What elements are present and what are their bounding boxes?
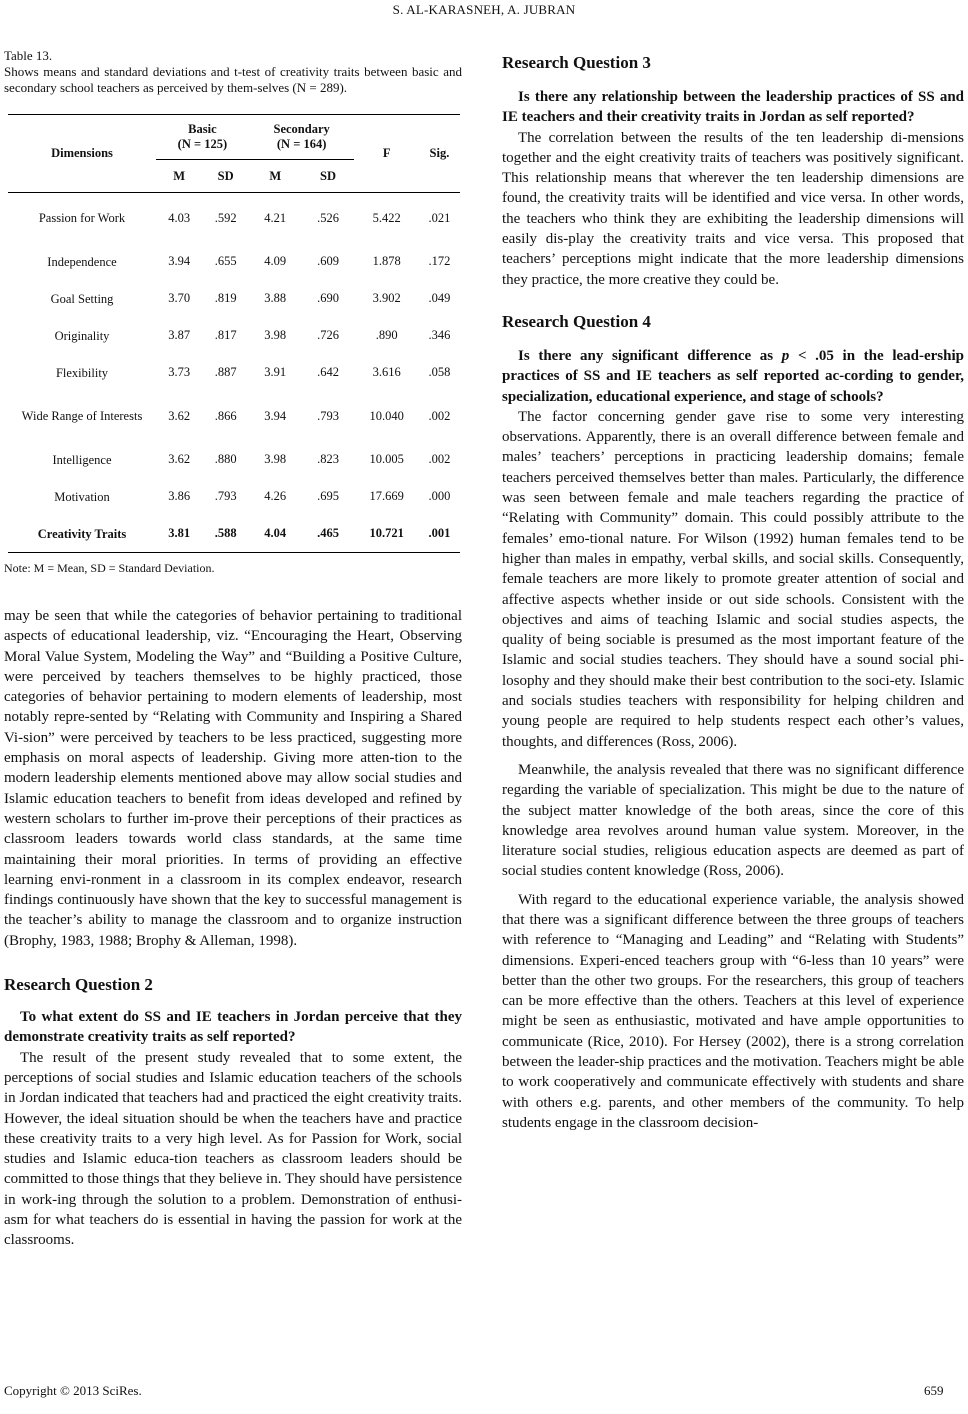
cell-basic-sd: .819 xyxy=(214,291,237,305)
body-paragraph: Meanwhile, the analysis revealed that there was no significant difference regarding the variable of specialization. This might be due to the nature of the subject matter knowledge of the both areas, since the core of this knowledge area revolves around human value system. Moreover, in the literature social studies, religious education aspects are deemed as part of social studies content knowledge (Ross, 2006). xyxy=(502,761,964,880)
header-sig: Sig. xyxy=(419,115,460,193)
cell-sig: .001 xyxy=(419,515,460,553)
header-f: F xyxy=(354,115,419,193)
left-column xyxy=(4,48,462,1251)
header-secondary-label: Secondary xyxy=(273,122,330,136)
header-secondary-sd: SD xyxy=(302,160,355,193)
cell-dimension: Flexibility xyxy=(55,365,109,380)
cell-f: 3.616 xyxy=(372,365,401,379)
cell-f: 10.721 xyxy=(354,515,419,553)
section-heading-rq2: Research Question 2 xyxy=(4,975,153,995)
header-basic-label: Basic xyxy=(188,122,217,136)
cell-sig: .058 xyxy=(428,365,451,379)
cell-dimension: Originality xyxy=(54,328,110,343)
cell-sig: .049 xyxy=(428,291,451,305)
footer-page-number: 659 xyxy=(924,1383,944,1398)
body-paragraph: The result of the present study revealed that to some extent, the perceptions of social studies and Islamic education teachers of the schools in Jordan indicated that teachers had and practiced the eight creativity traits. However, the ideal situation should be when the teachers have and practice these creativity traits to a very high level. As for Passion for Work, social studies and Islamic educa-tion teachers as classroom leaders should be committed to those things that they believe in. They should have persistence in work-ing through the solution to a problem. Demonstration of enthusi-asm for what teachers do is essential in having the passion for work at the classrooms. xyxy=(4,1049,462,1249)
cell-f: 10.005 xyxy=(369,452,404,466)
cell-f: 1.878 xyxy=(372,254,401,268)
cell-sig: .172 xyxy=(428,254,451,268)
table-row xyxy=(8,243,460,280)
cell-sig: .000 xyxy=(428,489,451,503)
cell-basic-m: 3.62 xyxy=(168,408,191,423)
header-basic-sd: SD xyxy=(202,160,248,193)
table-note: Note: M = Mean, SD = Standard Deviation. xyxy=(4,561,215,575)
cell-secondary-m: 4.09 xyxy=(264,254,287,268)
cell-secondary-sd: .695 xyxy=(317,489,339,503)
cell-secondary-m: 3.98 xyxy=(264,328,287,342)
table-row xyxy=(8,280,460,317)
cell-basic-sd: .866 xyxy=(214,408,237,423)
section-heading-rq3: Research Question 3 xyxy=(502,53,651,72)
body-paragraph: may be seen that while the categories of behavior pertaining to traditional aspects of educational leadership, viz. “Encouraging the Heart, Observing Moral Value System, Modeling the Way” and “Building a Positive Culture, were perceived by teachers themselves to be highly practiced, those categories of behavior pertaining to modern elements of leadership, most notably repre-sented by “Relating with Community and Inspiring a Shared Vi-sion” were perceived by teachers to be less practiced, suggesting more emphasis on moral aspects of leadership. Giving more atten-tion to the modern leadership elements mentioned above may allow social studies and Islamic education teachers to benefit from ideas developed and refined by western scholars to further im-prove their perceptions of their practices as classroom leaders towards world class standards, at the same time maintaining their moral priorities. In terms of providing an effective learning envi-ronment in a classroom in its complex endeavor, research findings continuously have shown that the key to successful management is the teacher’s ability to manage the classroom and to organize instruction (Brophy, 1983, 1988; Brophy & Alleman, 1998). xyxy=(4,608,462,949)
header-basic xyxy=(156,115,249,160)
section-heading-rq4: Research Question 4 xyxy=(502,311,651,331)
header-basic-m: M xyxy=(156,160,202,193)
cell-basic-sd: .592 xyxy=(214,210,237,225)
cell-basic-sd: .817 xyxy=(214,328,237,342)
rq4-question-part-b: < .05 in the lead-ership practices of SS and IE teachers as self reported ac-cording to gender, specialization, educational experience, and stage of schools? xyxy=(502,347,964,405)
cell-secondary-sd: .526 xyxy=(317,210,339,225)
table-label: Table 13. xyxy=(4,48,53,63)
cell-secondary-sd: .726 xyxy=(317,328,339,342)
cell-basic-m: 3.62 xyxy=(168,452,191,466)
footer-copyright: Copyright © 2013 SciRes. xyxy=(4,1383,142,1398)
cell-basic-sd: .887 xyxy=(214,365,237,379)
research-question-4 xyxy=(502,346,964,407)
body-paragraph: The correlation between the results of the ten leadership di-mensions together and the eight creativity traits of teachers was positively significant. This relationship means that wherever the ten leadership dimensions are found, the creativity traits will be identified and vice versa. In other words, the teachers who think they are exhibiting the leadership dimensions will easily dis-play the creativity traits and vice versa. This proposed that teachers’ perceptions might indicate that the more leadership dimensions they practice, the more creative they could be. xyxy=(502,129,964,288)
creativity-traits-table xyxy=(8,114,460,553)
body-paragraph: The factor concerning gender gave rise to some very interesting observations. Apparently, there is an overall difference between female and males’ teachers’ perceptions in practicing leadership domains; female teachers perceived themselves better than males. Particularly, the difference was seen between female and male teachers regarding the practice of “Relating with Community” domain. This could possibly attribute to the females’ emo-tional nature. For Wilson (1992) human females tend to be higher than males in empathy, verbal skills, and social skills. Consequently, female teachers are more likely to promote greater attention of social and affective aspects whether inside or out side schools. Consistent with the objectives and aims of teaching Islamic and social studies aspects, the quality of being sociable is presumed as the most important feature of the Islamic and social studies teachers. They should have a sound social phi-losophy and they should make their best contribution to the soci-ety. Islamic and socials studies teachers with responsibility for helping children and young people are required to help students respect each other’s values, thoughts, and differences (Ross, 2006). xyxy=(502,408,964,750)
header-dimensions: Dimensions xyxy=(8,115,156,193)
cell-secondary-m: 4.04 xyxy=(249,515,302,553)
cell-basic-m: 3.94 xyxy=(168,254,191,268)
cell-basic-sd: .588 xyxy=(202,515,248,553)
cell-secondary-sd: .642 xyxy=(317,365,339,379)
cell-secondary-m: 3.88 xyxy=(264,291,287,305)
running-head: S. AL-KARASNEH, A. JUBRAN xyxy=(392,2,576,17)
table-row xyxy=(8,317,460,354)
header-basic-n: (N = 125) xyxy=(177,137,228,151)
cell-basic-m: 4.03 xyxy=(168,210,191,225)
body-paragraph: With regard to the educational experience variable, the analysis showed that there was a significant difference between the three groups of teachers with reference to “Managing and Leading” and “Relating with Students” dimensions. Experi-enced teachers group with “6-less than 10 years” were better than the other two groups. For the researchers, this group of teachers can be more effective than the others. Teachers at this level of experience might be seen as enthusiastic, motivated and have ample opportunities to communicate (Rice, 2010). For Hersey (2002), there is a strong correlation between the leader-ship practices and the motivation. Teachers might be able to work cooperatively and communicate effectively with students and share with others e.g. parents, and other members of the community. To help students engage in the classroom decision- xyxy=(502,891,964,1131)
research-question-3: Is there any relationship between the leadership practices of SS and IE teachers and their creativity traits in Jordan as self reported? xyxy=(502,89,964,126)
cell-sig: .002 xyxy=(428,452,451,466)
cell-basic-sd: .880 xyxy=(214,452,237,466)
table-row xyxy=(8,193,460,244)
header-secondary-n: (N = 164) xyxy=(276,137,327,151)
cell-f: 3.902 xyxy=(372,291,401,305)
cell-dimension: Creativity Traits xyxy=(8,515,156,553)
cell-secondary-m: 3.94 xyxy=(264,408,287,423)
cell-f: 10.040 xyxy=(369,408,404,423)
table-caption-block xyxy=(4,48,462,96)
cell-basic-m: 3.70 xyxy=(168,291,191,305)
table-row xyxy=(8,354,460,391)
cell-f: 5.422 xyxy=(372,210,401,225)
table-row xyxy=(8,391,460,441)
cell-dimension: Passion for Work xyxy=(38,211,126,225)
rq4-question-part-a: Is there any significant difference as xyxy=(518,347,782,364)
table-row xyxy=(8,478,460,515)
header-secondary xyxy=(249,115,355,160)
cell-secondary-sd: .823 xyxy=(317,452,339,466)
header-secondary-m: M xyxy=(249,160,302,193)
cell-basic-m: 3.87 xyxy=(168,328,191,342)
cell-sig: .002 xyxy=(428,408,451,423)
right-column xyxy=(502,48,964,1133)
cell-basic-m: 3.73 xyxy=(168,365,191,379)
cell-basic-m: 3.81 xyxy=(156,515,202,553)
cell-secondary-m: 4.21 xyxy=(264,210,287,225)
cell-secondary-m: 4.26 xyxy=(264,489,287,503)
cell-basic-sd: .655 xyxy=(214,254,237,268)
cell-secondary-sd: .793 xyxy=(317,408,339,423)
cell-dimension: Intelligence xyxy=(52,452,112,467)
cell-dimension: Goal Setting xyxy=(50,291,114,306)
cell-secondary-m: 3.98 xyxy=(264,452,287,466)
cell-dimension: Motivation xyxy=(54,489,110,504)
cell-basic-sd: .793 xyxy=(214,489,237,503)
cell-secondary-sd: .609 xyxy=(317,254,339,268)
cell-dimension: Wide Range of Interests xyxy=(21,409,143,423)
rq4-question-p: p xyxy=(781,347,790,364)
table-row xyxy=(8,441,460,478)
cell-dimension: Independence xyxy=(47,254,117,269)
cell-f: .890 xyxy=(375,328,398,342)
cell-sig: .346 xyxy=(428,328,451,342)
cell-secondary-sd: .690 xyxy=(317,291,339,305)
table-row-total xyxy=(8,515,460,553)
research-question-2: To what extent do SS and IE teachers in Jordan perceive that they demonstrate creativity traits as self reported? xyxy=(4,1009,462,1046)
cell-basic-m: 3.86 xyxy=(168,489,191,503)
cell-sig: .021 xyxy=(428,210,451,225)
cell-f: 17.669 xyxy=(369,489,404,503)
table-caption: Shows means and standard deviations and t-test of creativity traits between basic and secondary school teachers as perceived by them-selves (N = 289). xyxy=(4,64,462,95)
cell-secondary-sd: .465 xyxy=(302,515,355,553)
cell-secondary-m: 3.91 xyxy=(264,365,287,379)
